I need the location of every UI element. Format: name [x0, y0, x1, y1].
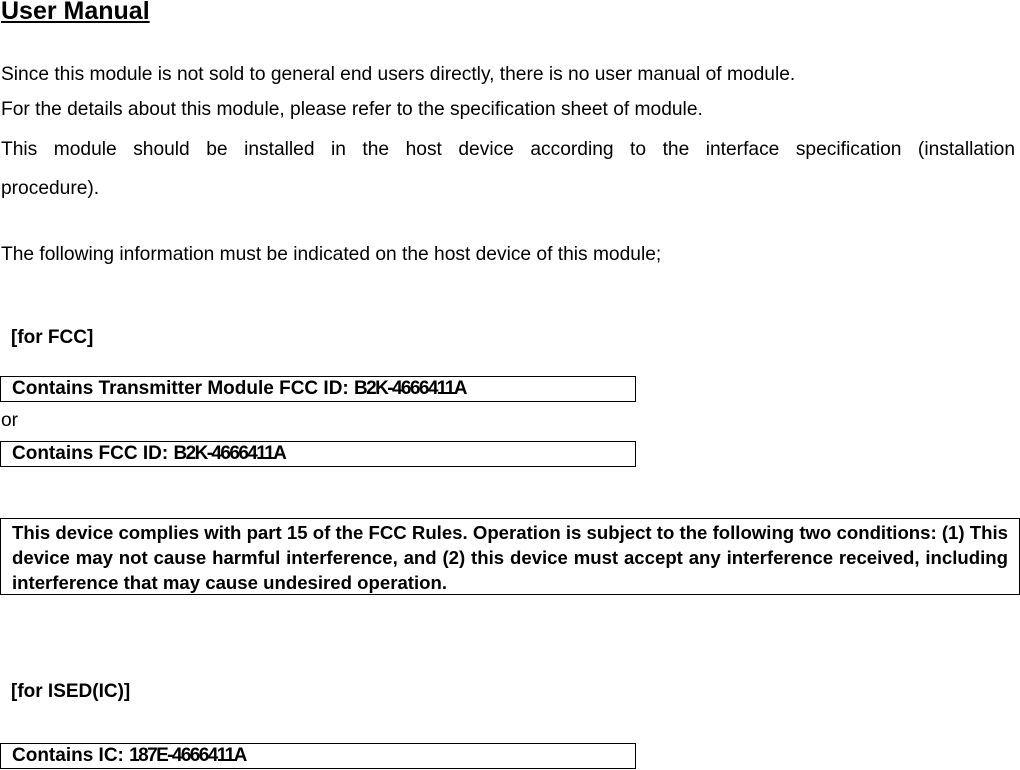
intro-paragraph-2: For the details about this module, please refer to the specification sheet of module. — [1, 99, 703, 120]
intro-paragraph-3-line-1: This module should be installed in the host device according to the interface specification (installation — [1, 139, 1015, 160]
ic-id: 187E-4666411A — [129, 745, 246, 766]
intro-paragraph-3-line-2: procedure). — [1, 178, 100, 199]
fcc-id-1: B2K-4666411A — [354, 378, 466, 399]
ised-ic-label — [0, 743, 636, 769]
fcc-transmitter-module-label — [0, 376, 636, 402]
fcc-compliance-notice-text: This device complies with part 15 of the FCC Rules. Operation is subject to the following two conditions: (1) This device may not cause harmful interference, and (2) this device must accept any interference received, including interference that may cause undesired operation. — [12, 522, 1008, 593]
fcc-label-2-prefix: Contains FCC ID: — [12, 443, 174, 464]
or-separator: or — [1, 410, 19, 431]
fcc-section-heading: [for FCC] — [11, 327, 94, 348]
host-device-instruction: The following information must be indicated on the host device of this module; — [1, 244, 662, 265]
fcc-compliance-notice-box — [0, 518, 1020, 595]
fcc-contains-label — [0, 441, 636, 467]
fcc-label-1-prefix: Contains Transmitter Module FCC ID: — [12, 378, 355, 399]
ic-label-prefix: Contains IC: — [12, 745, 130, 766]
fcc-id-2: B2K-4666411A — [173, 443, 286, 464]
ised-section-heading: [for ISED(IC)] — [11, 681, 131, 702]
page-title: User Manual — [1, 0, 150, 25]
intro-paragraph-1: Since this module is not sold to general end users directly, there is no user manual of module. — [1, 64, 796, 85]
